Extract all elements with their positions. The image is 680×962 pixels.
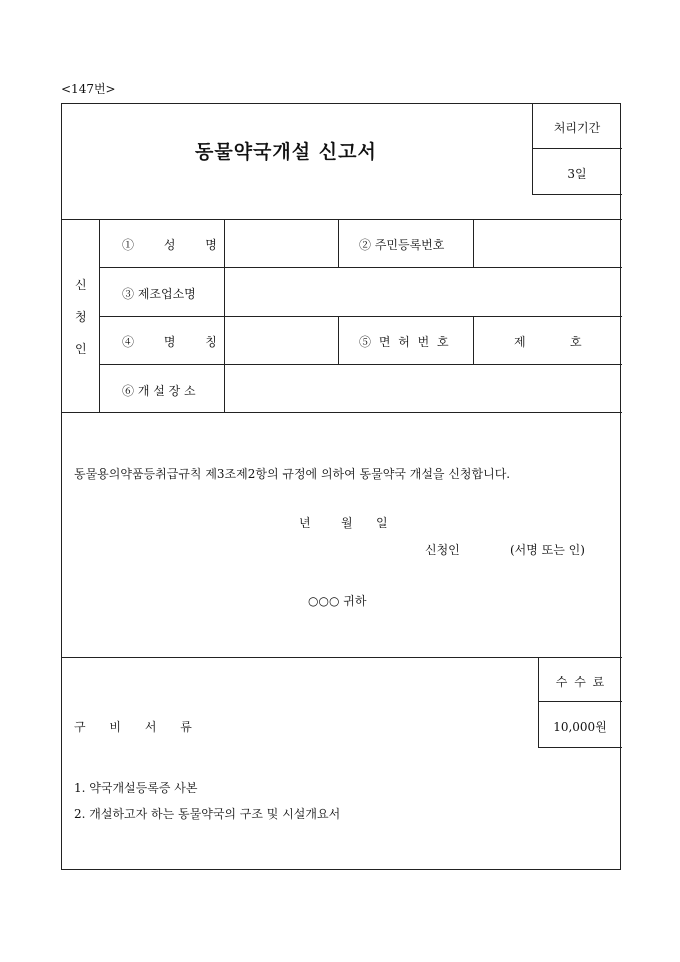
applicant-label-char-3: 인 [75,342,87,356]
applicant-bottom-line [62,412,622,413]
processing-value: 3일 [567,167,587,181]
required-documents-label: 구 비 서 류 [74,720,202,734]
maker-name-label: ③ 제조업소명 [122,287,196,301]
fee-mid-line [538,701,622,702]
recipient: ○○○ 귀하 [308,594,367,608]
date-year: 년 [299,516,311,530]
title-label: ④ 명 칭 [122,335,217,349]
row-line-1 [99,267,622,268]
document-item-1: 1. 약국개설등록증 사본 [74,781,198,795]
processing-mid-line [532,148,622,149]
declaration-text: 동물용의약품등취급규칙 제3조제2항의 규정에 의하여 동물약국 개설을 신청합니다. [74,467,511,481]
applicant-label-char-2: 청 [75,310,87,324]
fee-value: 10,000원 [553,720,607,734]
row-line-3 [99,364,622,365]
document-item-2: 2. 개설하고자 하는 동물약국의 구조 및 시설개요서 [74,807,341,821]
applicant-sign-label: 신청인 [425,543,460,557]
application-form [61,103,621,870]
id-number-label: ② 주민등록번호 [359,238,445,252]
license-prefix: 제 [514,335,526,349]
signature-label: (서명 또는 인) [510,543,585,557]
applicant-top-line [62,219,622,220]
license-suffix: 호 [570,335,582,349]
form-title: 동물약국개설 신고서 [195,141,377,163]
name-label: ① 성 명 [122,238,217,252]
date-month: 월 [341,516,353,530]
fee-bottom-line [538,747,622,748]
applicant-label-char-1: 신 [75,278,87,292]
id-label-right-divider [473,219,474,267]
location-label: ⑥ 개 설 장 소 [122,384,196,398]
date-day: 일 [376,516,388,530]
row-line-2 [99,316,622,317]
header-bottom-line [532,194,622,195]
processing-label: 처리기간 [553,121,601,135]
id-label-left-divider [338,219,339,267]
license-label-right-divider [473,316,474,364]
license-label-left-divider [338,316,339,364]
processing-divider [532,104,533,194]
fee-divider [538,657,539,747]
fee-label: 수 수 료 [555,675,605,689]
form-number: <147번> [61,82,116,96]
license-number-label: ⑤ 면 허 번 호 [359,335,449,349]
